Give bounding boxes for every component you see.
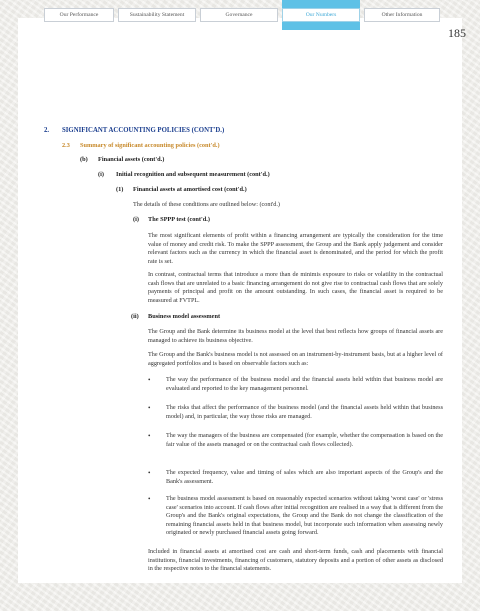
tab-our-performance[interactable]: Our Performance (44, 8, 114, 22)
factor-item: The expected frequency, value and timing of sales which are also important aspects of the Group's and the Bank's assessment. (166, 469, 443, 485)
conditions-intro: The details of these conditions are outlined below: (cont'd.) (133, 201, 280, 208)
page-number: 185 (448, 26, 466, 40)
business-model-title: Business model assessment (148, 313, 221, 320)
tab-our-numbers[interactable]: Our Numbers (282, 8, 360, 22)
section-number: 2. (44, 127, 50, 134)
bullet-icon: • (148, 469, 151, 477)
sppp-number: (i) (133, 216, 139, 223)
item-1-number: (1) (116, 186, 124, 193)
sppp-paragraph-2: In contrast, contractual terms that introduce a more than de minimis exposure to risks or volatility in the contractual cash flows that are unrelated to a basic financing arrangement do not give rise to contractual cash flows that are solely payments of principal and profit on the amount outstanding. In such cases, the financial asset is required to be measured at FVTPL. (148, 271, 443, 304)
tab-sustainability-statement[interactable]: Sustainability Statement (118, 8, 196, 22)
factor-item: The way the managers of the business are compensated (for example, whether the compensation is based on the fair value of the assets managed or on the contractual cash flows collected). (166, 432, 443, 448)
subsection-number: 2.3 (62, 142, 70, 149)
item-b-number: (b) (80, 156, 88, 163)
factor-item: The risks that affect the performance of the business model (and the financial assets held within that business model) and, in particular, the way those risks are managed. (166, 404, 443, 420)
subsection-title: Summary of significant accounting policies (cont'd.) (80, 142, 220, 149)
item-i-title: Initial recognition and subsequent measurement (cont'd.) (116, 171, 270, 178)
factor-item: The business model assessment is based on reasonably expected scenarios without taking 'worst case' or 'stress case' scenarios into account. If cash flows after initial recognition are realised in a way that is different from the Group's and the Bank's original expectations, the Group and the Bank do not change the classification of the remaining financial assets held in that business model, but incorporate such information when assessing newly originated or newly purchased financial assets going forward. (166, 495, 443, 536)
item-i-number: (i) (98, 171, 104, 178)
sppp-title: The SPPP test (cont'd.) (148, 216, 210, 223)
tab-governance[interactable]: Governance (200, 8, 278, 22)
bullet-icon: • (148, 432, 151, 440)
item-1-title: Financial assets at amortised cost (cont'd.) (133, 186, 247, 193)
factor-item: The way the performance of the business model and the financial assets held within that business model are evaluated and reported to the key management personnel. (166, 376, 443, 392)
closing-paragraph: Included in financial assets at amortised cost are cash and short-term funds, cash and placements with financial institutions, financial investments, financing of customers, statutory deposits and a portion of other assets as disclosed in the respective notes to the financial statements. (148, 548, 443, 572)
bullet-icon: • (148, 404, 151, 412)
item-b-title: Financial assets (cont'd.) (98, 156, 165, 163)
business-model-number: (ii) (131, 313, 139, 320)
bullet-icon: • (148, 376, 151, 384)
section-title: SIGNIFICANT ACCOUNTING POLICIES (CONT'D.) (62, 127, 225, 134)
bullet-icon: • (148, 495, 151, 503)
tab-other-information[interactable]: Other Information (364, 8, 440, 22)
business-model-paragraph-2: The Group and the Bank's business model is not assessed on an instrument-by-instrument basis, but at a higher level of aggregated portfolios and is based on observable factors such as: (148, 351, 443, 367)
business-model-paragraph-1: The Group and the Bank determine its business model at the level that best reflects how groups of financial assets are managed to achieve its business objective. (148, 328, 443, 344)
sppp-paragraph-1: The most significant elements of profit within a financing arrangement are typically the consideration for the time value of money and credit risk. To make the SPPP assessment, the Group and the Bank apply judgement and consider relevant factors such as the currency in which the financial asset is denominated, and the period for which the profit rate is set. (148, 232, 443, 265)
